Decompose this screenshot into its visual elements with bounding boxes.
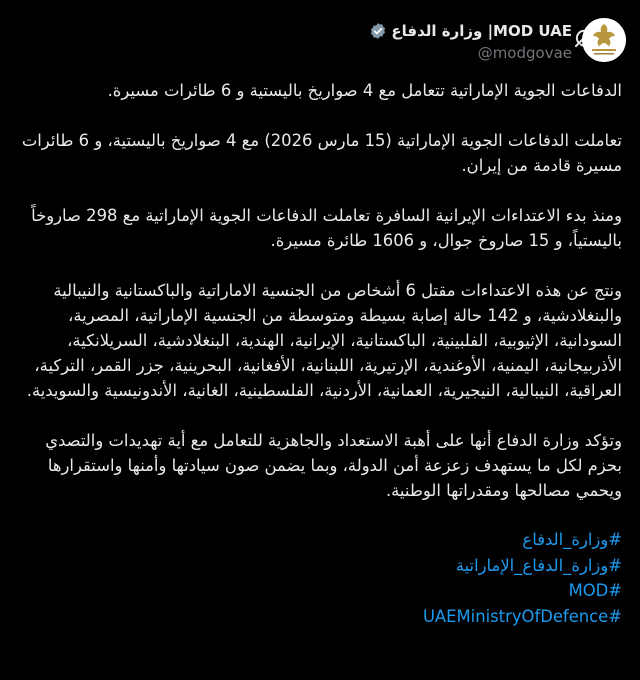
hashtag-uae-ministry-of-defence[interactable]: #UAEMinistryOfDefence (422, 606, 622, 626)
post-header (0, 8, 640, 64)
hashtag-mod[interactable]: #MOD (568, 581, 622, 600)
account-handle[interactable]: @modgovae (477, 44, 572, 62)
account-name-row[interactable] (369, 20, 572, 42)
post-text (16, 78, 622, 629)
post-paragraph-2: تعاملت الدفاعات الجوية الإماراتية (15 مارس 2026) مع 4 صواريخ باليستية، و 6 طائرات مسيرة قادمة من إيران. (21, 131, 622, 175)
hashtag-list (16, 527, 622, 629)
verified-badge-icon (369, 22, 387, 40)
mod-logo-avatar (582, 18, 626, 62)
account-name[interactable]: وزارة الدفاع |MOD UAE (391, 22, 572, 40)
post-paragraph-1: الدفاعات الجوية الإماراتية تتعامل مع 4 صواريخ باليستية و 6 طائرات مسيرة. (107, 81, 622, 100)
post-paragraph-4: ونتج عن هذه الاعتداءات مقتل 6 أشخاص من الجنسية الاماراتية والباكستانية والنيبالية والبنغلادشية، و 142 حالة إصابة بسيطة ومتوسطة من الجنسية الإماراتية، المصرية، السودانية، الإثيوبية، الفلبينية، الباكستانية، الإيرانية، الهندية، البنغلادشية، السريلانكية، الأذربيجانية، اليمنية، الأوغندية، الإرتيرية، اللبنانية، الأفغانية، البحرينية، جزر القمر، التركية، العراقية، النيبالية، النيجيرية، العمانية، الأردنية، الفلسطينية، الغانية، الأندونيسية والسويدية. (26, 281, 622, 400)
hashtag-mod-arabic[interactable]: #وزارة_الدفاع (522, 530, 622, 549)
post-paragraph-3: ومنذ بدء الاعتداءات الإيرانية السافرة تعاملت الدفاعات الجوية الإماراتية مع 298 صاروخاً باليستياً، و 15 صاروخ جوال، و 1606 طائرة مسيرة. (31, 206, 622, 250)
post-paragraph-5: وتؤكد وزارة الدفاع أنها على أهبة الاستعداد والجاهزية للتعامل مع أية تهديدات والتصدي بحزم لكل ما يستهدف زعزعة أمن الدولة، وبما يضمن صون سيادتها وأمنها واستقرارها ويحمي مصالحها ومقدراتها الوطنية. (45, 431, 622, 500)
hashtag-mod-uae-arabic[interactable]: #وزارة_الدفاع_الإماراتية (455, 555, 622, 575)
avatar[interactable] (582, 18, 626, 62)
